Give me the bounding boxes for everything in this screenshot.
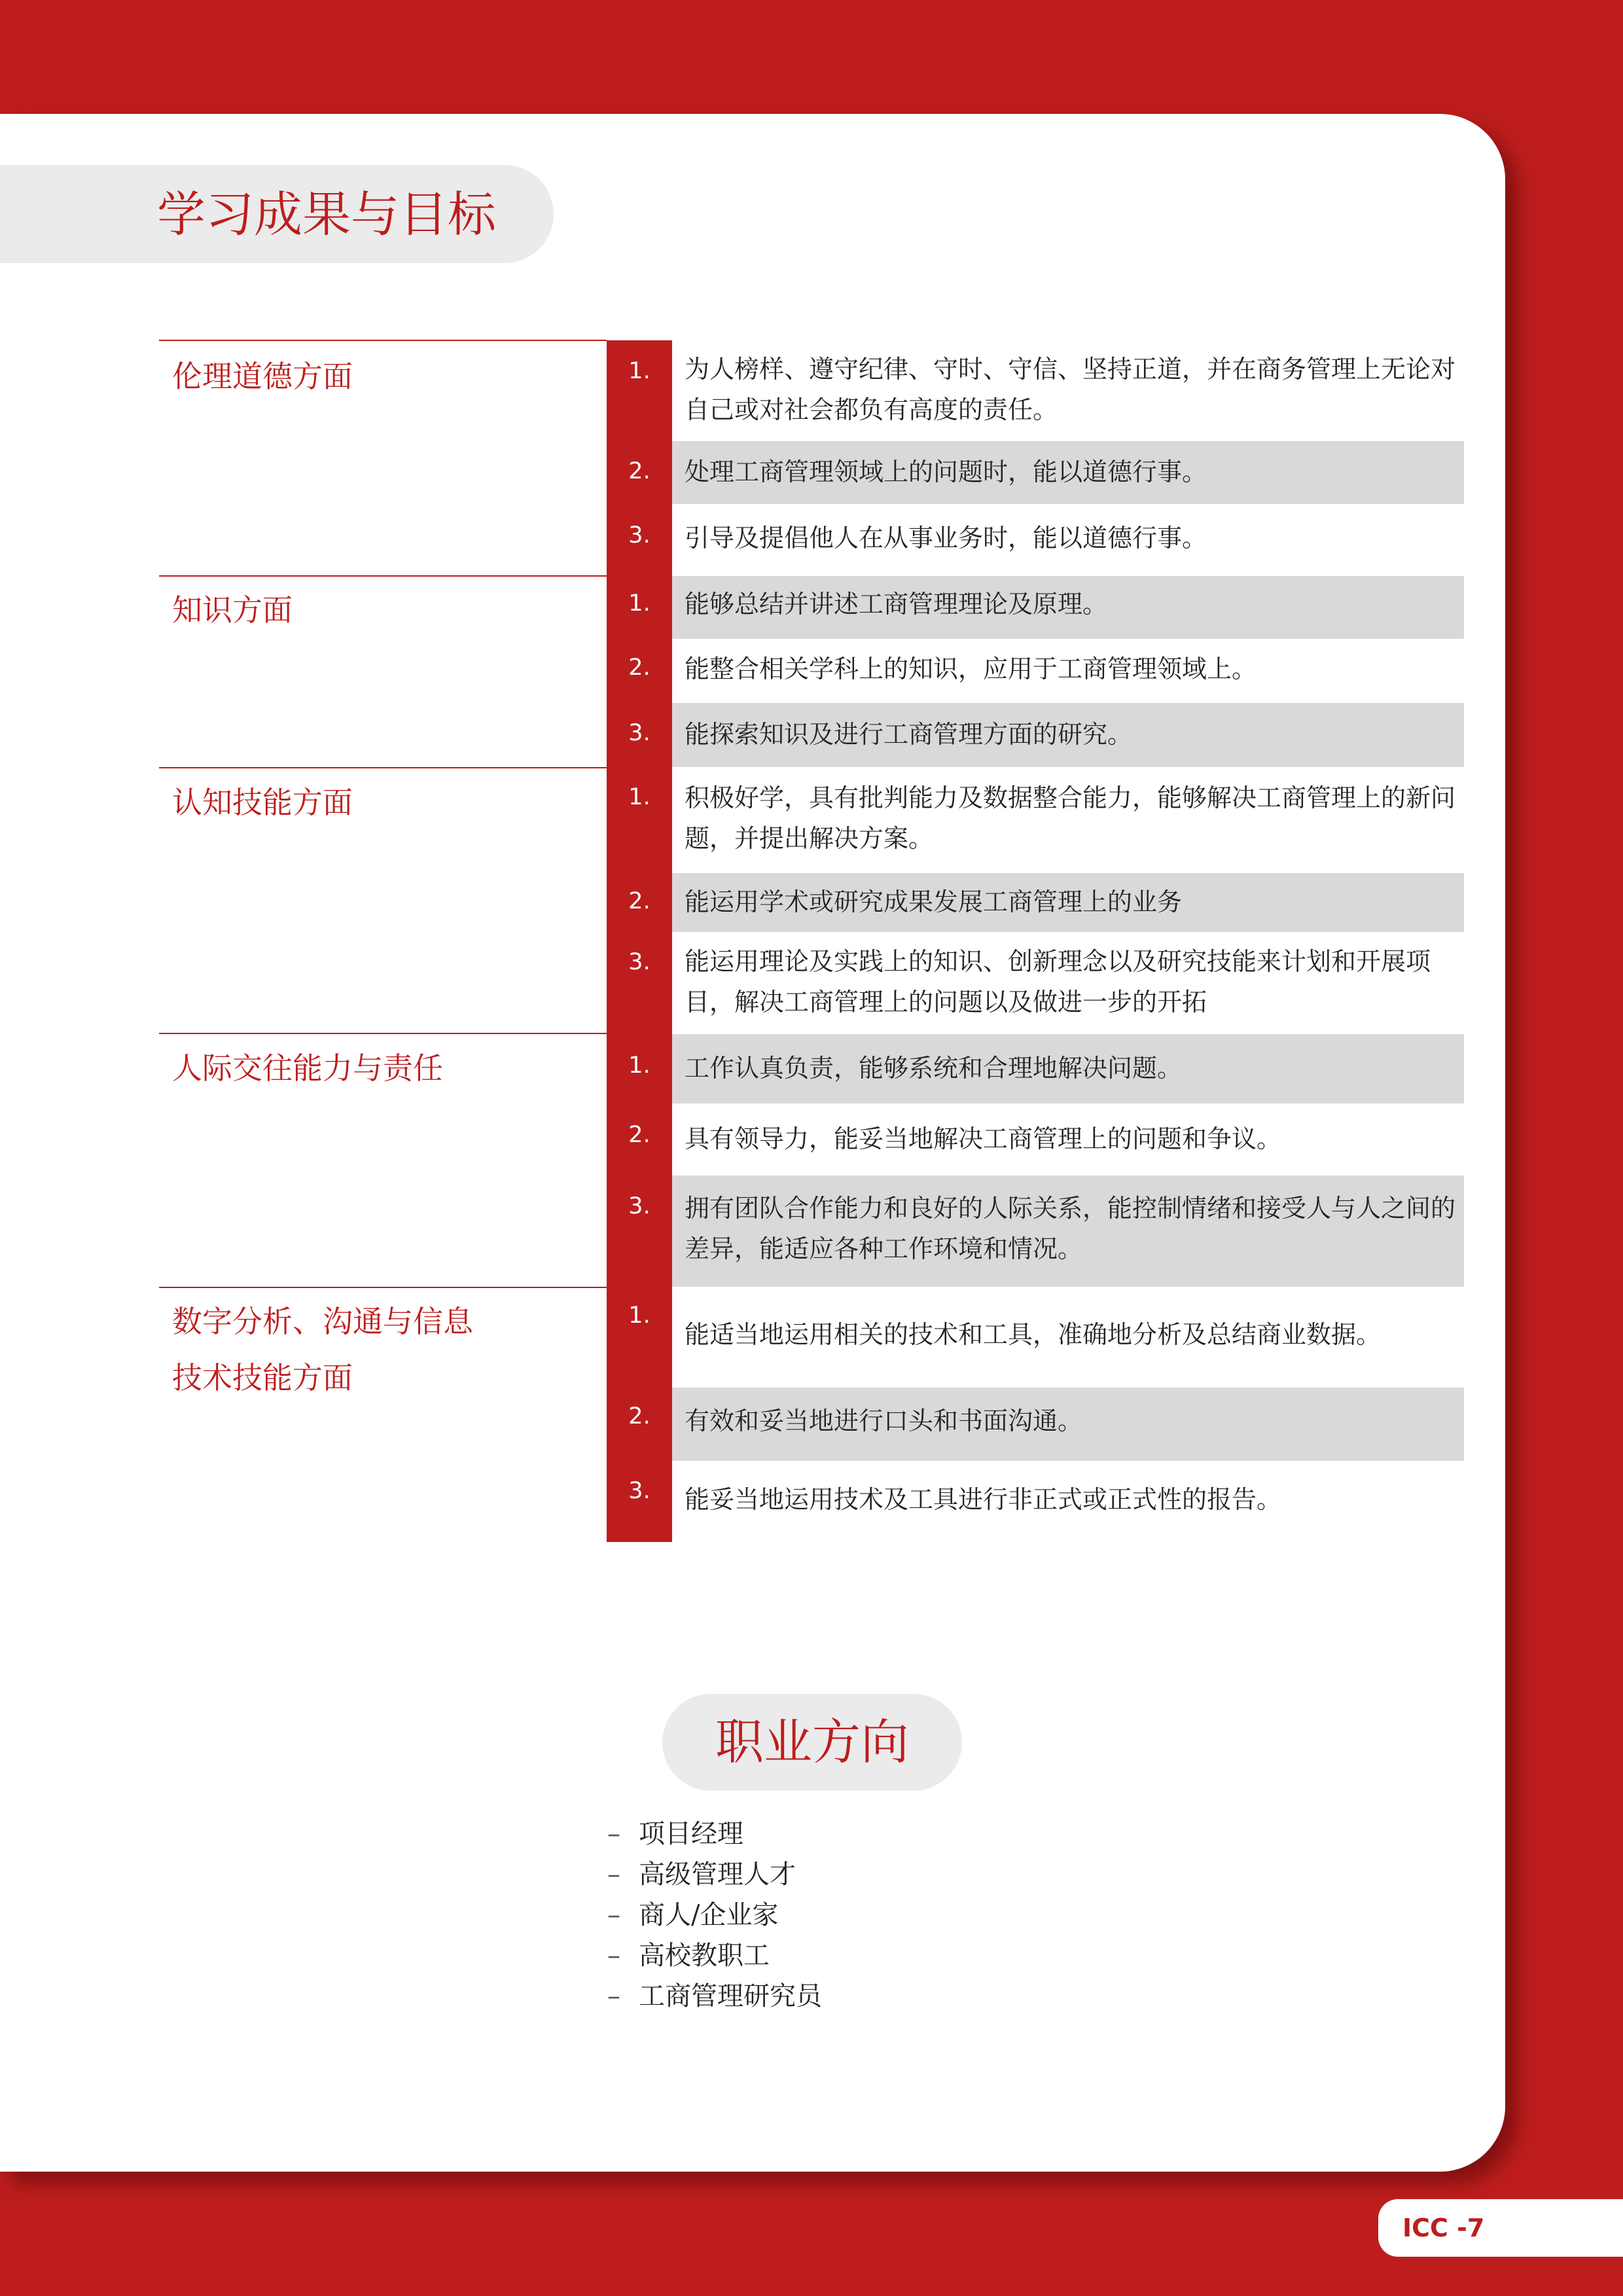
page-number: ICC -7: [1402, 2214, 1485, 2242]
item-text: 能适当地运用相关的技术和工具，准确地分析及总结商业数据。: [685, 1320, 1382, 1349]
item-number: 3.: [628, 720, 651, 746]
item-number: 2.: [628, 888, 651, 914]
item-text: 能妥当地运用技术及工具进行非正式或正式性的报告。: [685, 1485, 1282, 1514]
section-divider: [159, 340, 607, 341]
section-divider: [159, 1033, 607, 1034]
item-number: 3.: [628, 1478, 651, 1504]
bullet-dash: –: [607, 1859, 620, 1890]
item-number: 3.: [628, 1193, 651, 1219]
item-text: 能整合相关学科上的知识，应用于工商管理领域上。: [685, 655, 1257, 683]
item-text: 积极好学，具有批判能力及数据整合能力，能够解决工商管理上的新问题，并提出解决方案。: [685, 783, 1456, 853]
section-divider: [159, 575, 607, 577]
career-title: 职业方向: [715, 1714, 909, 1770]
bullet-dash: –: [607, 1900, 620, 1930]
category-digital-communication: 数字分析、沟通与信息技术技能方面: [172, 1304, 473, 1395]
item-number: 1.: [628, 590, 651, 617]
item-number: 2.: [628, 1122, 651, 1148]
career-item-label: 项目经理: [639, 1819, 743, 1849]
item-text: 工作认真负责，能够系统和合理地解决问题。: [685, 1054, 1183, 1083]
item-number: 2.: [628, 458, 651, 484]
item-number: 1.: [628, 784, 651, 810]
item-text: 为人榜样、遵守纪律、守时、守信、坚持正道，并在商务管理上无论对自己或对社会都负有高度的责任。: [685, 355, 1456, 424]
item-text: 拥有团队合作能力和良好的人际关系，能控制情绪和接受人与人之间的差异，能适应各种工作环境和情况。: [685, 1194, 1456, 1263]
item-text: 能运用学术或研究成果发展工商管理上的业务: [685, 888, 1183, 916]
category-ethics: 伦理道德方面: [172, 359, 353, 394]
item-number: 1.: [628, 1302, 651, 1329]
item-number: 3.: [628, 522, 651, 548]
bullet-dash: –: [607, 1981, 620, 2011]
item-text: 具有领导力，能妥当地解决工商管理上的问题和争议。: [685, 1124, 1282, 1153]
bullet-dash: –: [607, 1941, 620, 1971]
career-item-label: 工商管理研究员: [639, 1981, 822, 2011]
item-number: 2.: [628, 655, 651, 681]
item-number: 1.: [628, 1052, 651, 1079]
item-text: 能够总结并讲述工商管理理论及原理。: [685, 590, 1108, 619]
item-text: 能运用理论及实践上的知识、创新理念以及研究技能来计划和开展项目，解决工商管理上的问题以及做进一步的开拓: [685, 947, 1431, 1016]
section-divider: [159, 1287, 607, 1288]
item-text: 处理工商管理领域上的问题时，能以道德行事。: [685, 457, 1207, 486]
item-text: 能探索知识及进行工商管理方面的研究。: [685, 720, 1133, 749]
item-number: 1.: [628, 358, 651, 384]
career-item-label: 商人/企业家: [639, 1900, 779, 1930]
item-number: 2.: [628, 1403, 651, 1429]
category-cognitive-skills: 认知技能方面: [172, 785, 353, 820]
category-interpersonal: 人际交往能力与责任: [172, 1050, 443, 1086]
career-list-item: [607, 1814, 743, 1854]
career-list-item: [607, 1976, 822, 2017]
career-item-label: 高校教职工: [639, 1941, 770, 1971]
career-item-label: 高级管理人才: [639, 1859, 796, 1890]
item-text: 引导及提倡他人在从事业务时，能以道德行事。: [685, 524, 1207, 552]
item-text: 有效和妥当地进行口头和书面沟通。: [685, 1407, 1083, 1435]
page-title: 学习成果与目标: [157, 187, 496, 243]
career-list-item: [607, 1854, 796, 1895]
career-list-item: [607, 1935, 770, 1976]
section-divider: [159, 767, 607, 768]
career-list-item: [607, 1895, 778, 1935]
category-knowledge: 知识方面: [172, 592, 293, 628]
item-number: 3.: [628, 949, 651, 975]
bullet-dash: –: [607, 1819, 620, 1849]
number-column: [607, 340, 672, 1542]
